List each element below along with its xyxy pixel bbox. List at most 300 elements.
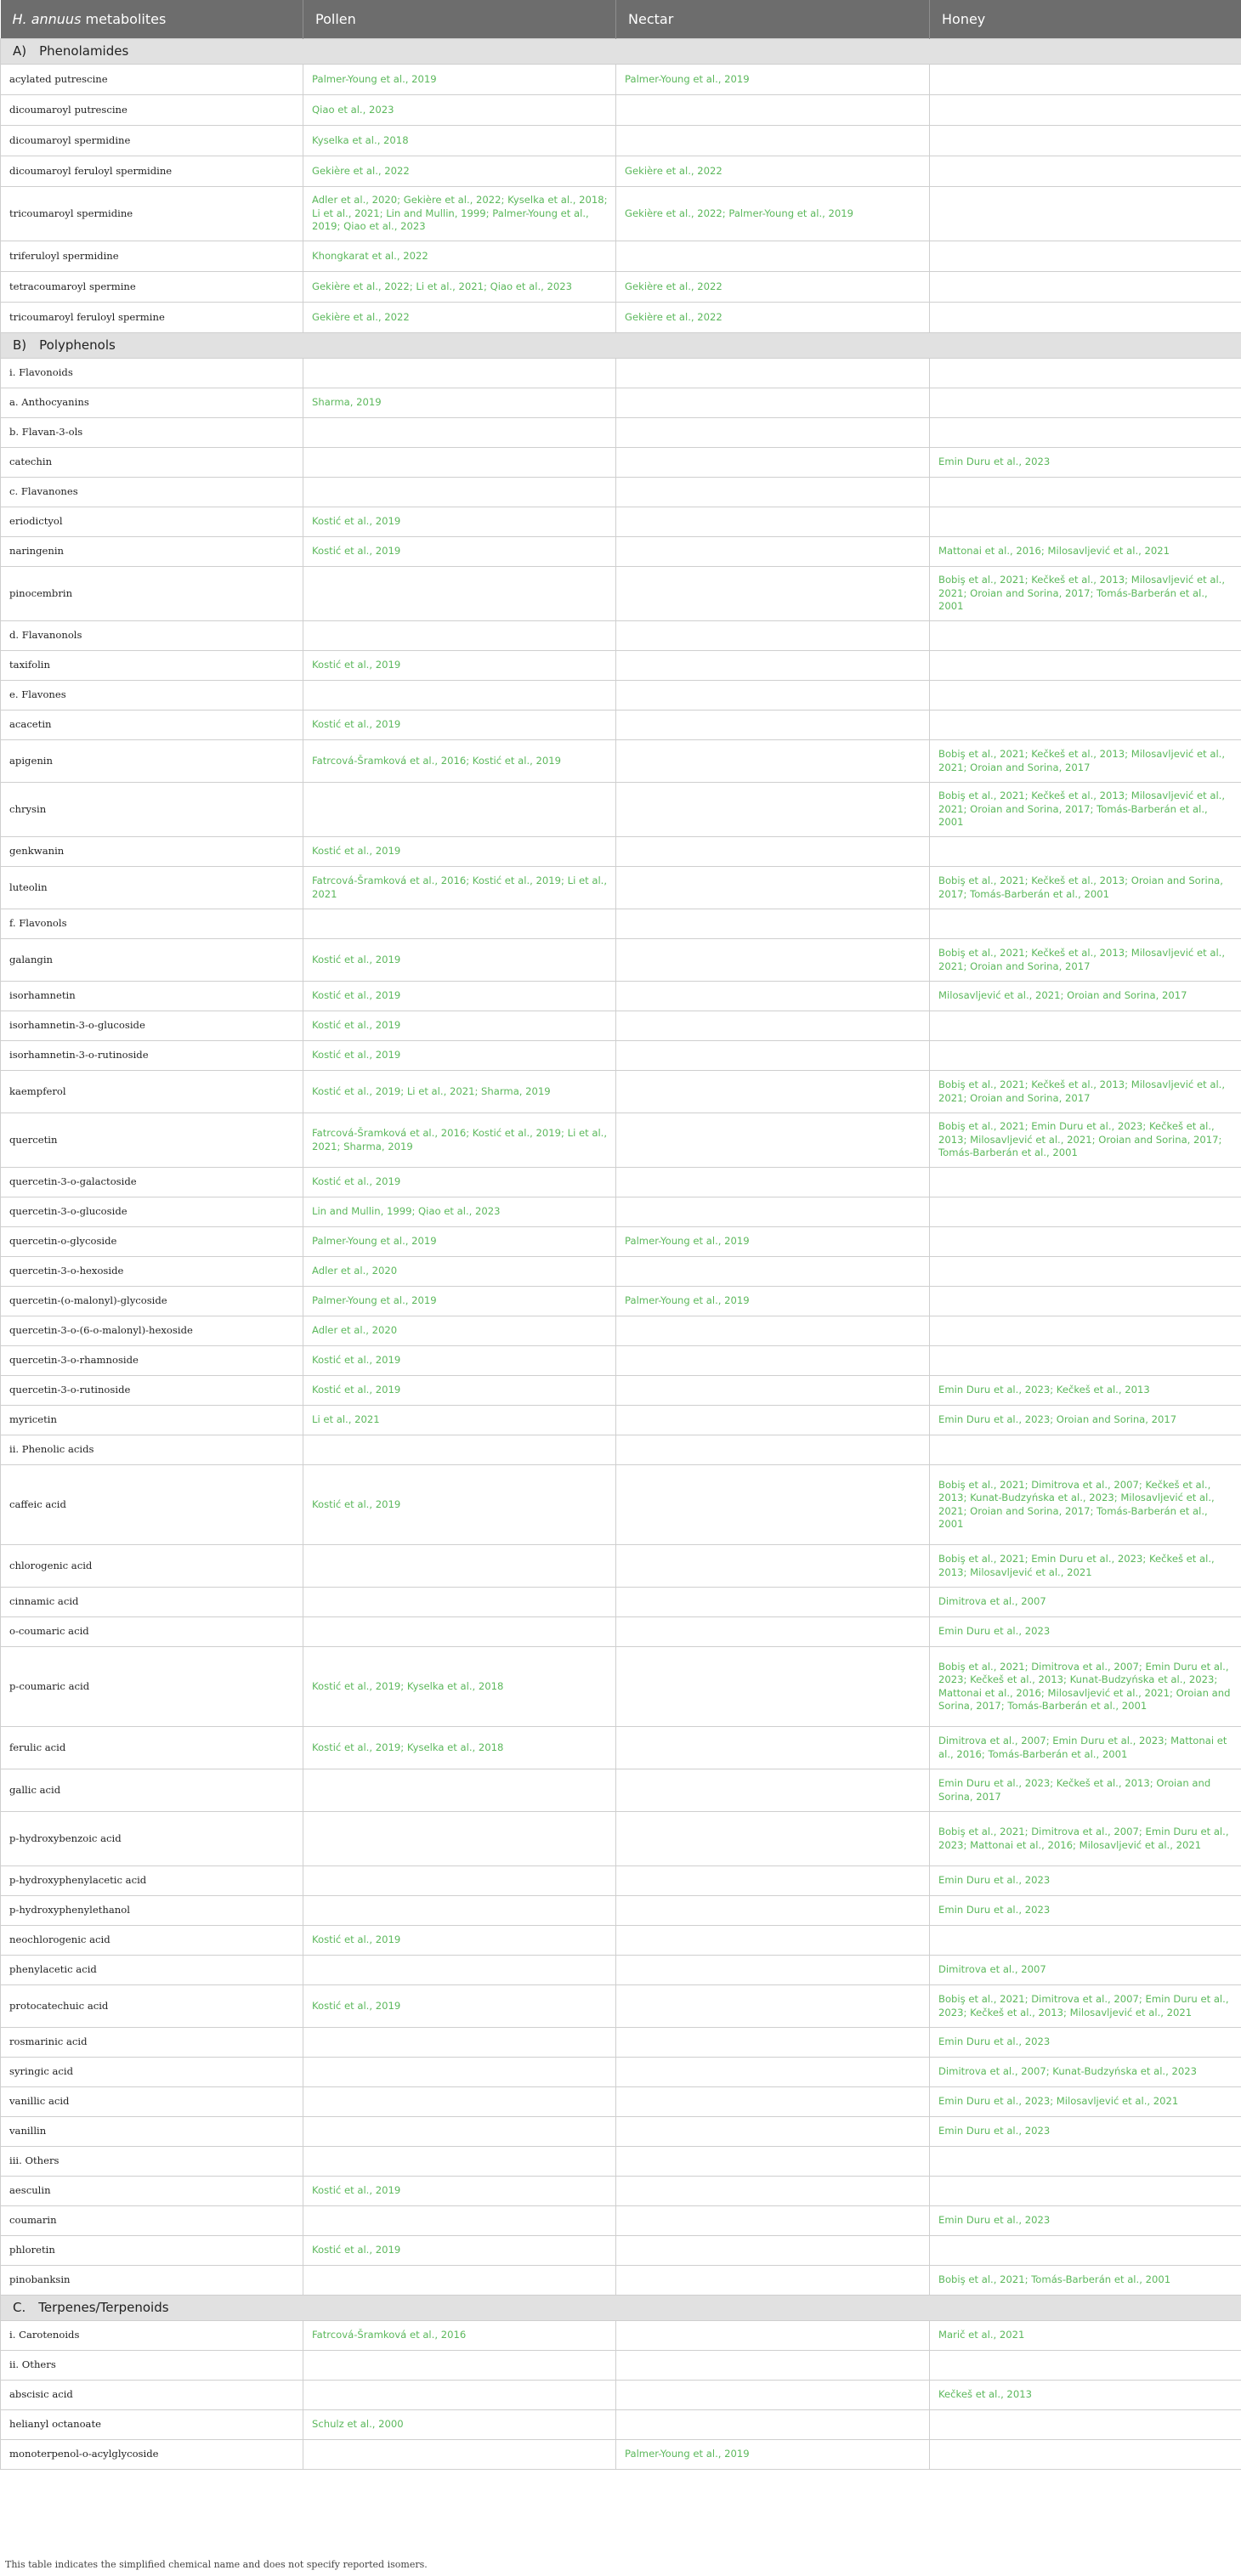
pollen-references: Kostić et al., 2019 [303,1346,616,1376]
metabolite-name: phloretin [1,2236,303,2266]
metabolite-name: tricoumaroyl spermidine [1,187,303,241]
metabolite-name: p-hydroxyphenylethanol [1,1896,303,1926]
pollen-references: Gekière et al., 2022 [303,303,616,333]
nectar-references [616,2028,930,2058]
nectar-references [616,2117,930,2147]
nectar-references [616,621,930,651]
nectar-references [616,1985,930,2028]
nectar-references [616,1926,930,1956]
nectar-references: Gekière et al., 2022 [616,156,930,187]
pollen-references: Kostić et al., 2019 [303,1168,616,1197]
nectar-references [616,681,930,711]
nectar-references [616,2087,930,2117]
metabolite-name: aesculin [1,2177,303,2206]
pollen-references [303,1812,616,1866]
honey-references [930,418,1241,448]
metabolite-name: luteolin [1,867,303,909]
pollen-references [303,1866,616,1896]
table-row [1,1588,1241,1617]
metabolite-name: quercetin-(o-malonyl)-glycoside [1,1287,303,1316]
metabolite-name: p-hydroxybenzoic acid [1,1812,303,1866]
honey-references: Dimitrova et al., 2007 [930,1956,1241,1985]
table-row [1,1866,1241,1896]
honey-references [930,187,1241,241]
header-row [1,0,1241,39]
section-label: A) Phenolamides [1,39,1241,65]
metabolite-name: helianyl octanoate [1,2410,303,2440]
metabolite-name: rosmarinic acid [1,2028,303,2058]
table-row [1,740,1241,783]
pollen-references [303,909,616,939]
metabolite-name: naringenin [1,537,303,567]
metabolite-name: isorhamnetin-3-o-rutinoside [1,1041,303,1071]
nectar-references [616,867,930,909]
nectar-references [616,1465,930,1545]
table-row [1,939,1241,982]
pollen-references: Kostić et al., 2019 [303,1376,616,1406]
nectar-references [616,2058,930,2087]
nectar-references [616,537,930,567]
pollen-references: Gekière et al., 2022; Li et al., 2021; Qiao et al., 2023 [303,272,616,303]
table-row [1,1647,1241,1727]
metabolite-name: kaempferol [1,1071,303,1113]
nectar-references: Palmer-Young et al., 2019 [616,2440,930,2470]
table-row [1,95,1241,126]
pollen-references [303,2381,616,2410]
honey-references [930,2351,1241,2381]
metabolite-name: f. Flavonols [1,909,303,939]
nectar-references [616,939,930,982]
nectar-references [616,1168,930,1197]
nectar-references [616,2236,930,2266]
honey-references: Bobiş et al., 2021; Kečkeš et al., 2013; Milosavljević et al., 2021; Oroian and Sorina, 2017; Tomás-Barberán et al., 2001 [930,567,1241,621]
honey-references: Bobiş et al., 2021; Kečkeš et al., 2013; Milosavljević et al., 2021; Oroian and Sorina, 2017 [930,740,1241,783]
honey-references [930,241,1241,272]
metabolite-name: apigenin [1,740,303,783]
metabolite-name: eriodictyol [1,507,303,537]
honey-references [930,837,1241,867]
honey-references: Bobiş et al., 2021; Dimitrova et al., 2007; Emin Duru et al., 2023; Kečkeš et al., 2013; Kunat-Budzyńska et al., 2023; Mattonai et al., 2016; Milosavljević et al., 2021; Oroian and Sorina, 2017; Tomás-Barberán et al., 2001 [930,1647,1241,1727]
metabolite-name: c. Flavanones [1,478,303,507]
table-row [1,1769,1241,1812]
nectar-references [616,909,930,939]
pollen-references: Gekière et al., 2022 [303,156,616,187]
pollen-references [303,1896,616,1926]
honey-references [930,1168,1241,1197]
pollen-references: Kostić et al., 2019; Kyselka et al., 2018 [303,1727,616,1769]
metabolite-name: pinobanksin [1,2266,303,2296]
table-row [1,1346,1241,1376]
nectar-references [616,1071,930,1113]
metabolite-name: syringic acid [1,2058,303,2087]
honey-references: Bobiş et al., 2021; Dimitrova et al., 2007; Emin Duru et al., 2023; Kečkeš et al., 2013; Milosavljević et al., 2021 [930,1985,1241,2028]
pollen-references: Sharma, 2019 [303,388,616,418]
pollen-references: Kostić et al., 2019 [303,1465,616,1545]
table-row [1,1257,1241,1287]
metabolite-name: quercetin-3-o-galactoside [1,1168,303,1197]
honey-references: Milosavljević et al., 2021; Oroian and Sorina, 2017 [930,982,1241,1011]
honey-references: Bobiş et al., 2021; Kečkeš et al., 2013; Milosavljević et al., 2021; Oroian and Sorina, 2017; Tomás-Barberán et al., 2001 [930,783,1241,837]
honey-references [930,1316,1241,1346]
honey-references [930,65,1241,95]
metabolite-name: vanillic acid [1,2087,303,2117]
pollen-references: Fatrcová-Šramková et al., 2016; Kostić et al., 2019; Li et al., 2021 [303,867,616,909]
header-honey: Honey [930,0,1241,39]
pollen-references: Kostić et al., 2019 [303,982,616,1011]
section-row [1,333,1241,359]
honey-references: Emin Duru et al., 2023; Oroian and Sorina, 2017 [930,1406,1241,1435]
honey-references: Emin Duru et al., 2023 [930,2028,1241,2058]
metabolite-name: caffeic acid [1,1465,303,1545]
table-row [1,2266,1241,2296]
nectar-references [616,1376,930,1406]
nectar-references [616,2381,930,2410]
pollen-references: Adler et al., 2020; Gekière et al., 2022; Kyselka et al., 2018; Li et al., 2021; Lin and Mullin, 1999; Palmer-Young et al., 2019; Qiao et al., 2023 [303,187,616,241]
pollen-references [303,1769,616,1812]
pollen-references [303,418,616,448]
pollen-references [303,567,616,621]
honey-references [930,95,1241,126]
pollen-references [303,621,616,651]
table-row [1,837,1241,867]
nectar-references [616,1545,930,1588]
table-row [1,1041,1241,1071]
pollen-references: Palmer-Young et al., 2019 [303,1227,616,1257]
pollen-references [303,2147,616,2177]
honey-references: Bobiş et al., 2021; Kečkeš et al., 2013; Milosavljević et al., 2021; Oroian and Sorina, 2017 [930,1071,1241,1113]
nectar-references [616,2266,930,2296]
honey-references [930,1041,1241,1071]
pollen-references: Kostić et al., 2019 [303,1041,616,1071]
table-row [1,359,1241,388]
nectar-references [616,1011,930,1041]
pollen-references: Kyselka et al., 2018 [303,126,616,156]
nectar-references [616,1406,930,1435]
table-row [1,2381,1241,2410]
pollen-references [303,1617,616,1647]
metabolite-name: d. Flavanonols [1,621,303,651]
honey-references [930,1011,1241,1041]
table-row [1,1316,1241,1346]
metabolite-name: taxifolin [1,651,303,681]
metabolite-name: quercetin-o-glycoside [1,1227,303,1257]
nectar-references [616,1197,930,1227]
table-row [1,1727,1241,1769]
honey-references: Emin Duru et al., 2023 [930,448,1241,478]
honey-references [930,2147,1241,2177]
nectar-references [616,837,930,867]
table-row [1,1287,1241,1316]
honey-references: Bobiş et al., 2021; Tomás-Barberán et al., 2001 [930,2266,1241,2296]
pollen-references: Qiao et al., 2023 [303,95,616,126]
pollen-references [303,783,616,837]
nectar-references [616,448,930,478]
metabolite-name: acacetin [1,711,303,740]
nectar-references: Palmer-Young et al., 2019 [616,1287,930,1316]
table-row [1,388,1241,418]
table-footnote: This table indicates the simplified chemical name and does not specify reported isomers. [5,2559,428,2570]
pollen-references: Kostić et al., 2019 [303,1011,616,1041]
nectar-references [616,1588,930,1617]
table-row [1,2236,1241,2266]
pollen-references: Adler et al., 2020 [303,1316,616,1346]
nectar-references [616,507,930,537]
table-row [1,1071,1241,1113]
nectar-references [616,1956,930,1985]
nectar-references [616,1896,930,1926]
nectar-references: Gekière et al., 2022 [616,303,930,333]
pollen-references: Kostić et al., 2019 [303,1985,616,2028]
header-metabolites: H. annuus metabolites [1,0,303,39]
honey-references [930,478,1241,507]
honey-references: Mattonai et al., 2016; Milosavljević et al., 2021 [930,537,1241,567]
pollen-references: Kostić et al., 2019 [303,939,616,982]
honey-references [930,621,1241,651]
nectar-references [616,1769,930,1812]
section-row [1,39,1241,65]
pollen-references [303,2117,616,2147]
table-row [1,2058,1241,2087]
pollen-references [303,2440,616,2470]
table-row [1,272,1241,303]
table-row [1,2321,1241,2351]
nectar-references [616,418,930,448]
metabolite-name: tetracoumaroyl spermine [1,272,303,303]
metabolite-name: ferulic acid [1,1727,303,1769]
metabolite-name: catechin [1,448,303,478]
pollen-references [303,1588,616,1617]
table-row [1,448,1241,478]
metabolite-name: dicoumaroyl putrescine [1,95,303,126]
table-row [1,1896,1241,1926]
pollen-references [303,2058,616,2087]
table-row [1,867,1241,909]
nectar-references: Gekière et al., 2022 [616,272,930,303]
honey-references [930,651,1241,681]
metabolite-name: gallic acid [1,1769,303,1812]
honey-references [930,711,1241,740]
table-row [1,982,1241,1011]
honey-references: Dimitrova et al., 2007; Kunat-Budzyńska et al., 2023 [930,2058,1241,2087]
table-row [1,1435,1241,1465]
table-row [1,1812,1241,1866]
table-row [1,1197,1241,1227]
table-row [1,909,1241,939]
nectar-references [616,359,930,388]
metabolite-name: vanillin [1,2117,303,2147]
pollen-references: Schulz et al., 2000 [303,2410,616,2440]
honey-references [930,507,1241,537]
honey-references [930,2177,1241,2206]
section-label: B) Polyphenols [1,333,1241,359]
table-row [1,507,1241,537]
table-row [1,2440,1241,2470]
nectar-references [616,740,930,783]
honey-references [930,272,1241,303]
honey-references: Emin Duru et al., 2023 [930,1896,1241,1926]
nectar-references [616,2177,930,2206]
nectar-references [616,241,930,272]
table-row [1,1406,1241,1435]
metabolite-name: quercetin-3-o-glucoside [1,1197,303,1227]
honey-references [930,1346,1241,1376]
honey-references [930,388,1241,418]
metabolite-name: quercetin-3-o-rhamnoside [1,1346,303,1376]
table-row [1,1956,1241,1985]
pollen-references [303,1435,616,1465]
table-row [1,156,1241,187]
pollen-references: Kostić et al., 2019 [303,537,616,567]
honey-references: Emin Duru et al., 2023; Kečkeš et al., 2013; Oroian and Sorina, 2017 [930,1769,1241,1812]
pollen-references: Fatrcová-Šramková et al., 2016 [303,2321,616,2351]
honey-references: Dimitrova et al., 2007 [930,1588,1241,1617]
honey-references [930,303,1241,333]
table-row [1,1617,1241,1647]
table-row [1,187,1241,241]
table-row [1,126,1241,156]
metabolite-name: coumarin [1,2206,303,2236]
nectar-references [616,1346,930,1376]
nectar-references [616,1647,930,1727]
pollen-references: Kostić et al., 2019 [303,2236,616,2266]
pollen-references: Kostić et al., 2019 [303,711,616,740]
table-row [1,621,1241,651]
pollen-references: Kostić et al., 2019 [303,837,616,867]
honey-references [930,681,1241,711]
metabolite-name: ii. Others [1,2351,303,2381]
pollen-references [303,1545,616,1588]
honey-references [930,1257,1241,1287]
pollen-references: Kostić et al., 2019 [303,2177,616,2206]
nectar-references: Palmer-Young et al., 2019 [616,1227,930,1257]
pollen-references: Kostić et al., 2019 [303,507,616,537]
table-row [1,651,1241,681]
metabolite-name: dicoumaroyl feruloyl spermidine [1,156,303,187]
pollen-references: Kostić et al., 2019 [303,651,616,681]
table-row [1,1011,1241,1041]
metabolite-name: iii. Others [1,2147,303,2177]
table-row [1,303,1241,333]
pollen-references [303,478,616,507]
header-pollen: Pollen [303,0,616,39]
nectar-references [616,95,930,126]
metabolite-name: dicoumaroyl spermidine [1,126,303,156]
metabolite-name: monoterpenol-o-acylglycoside [1,2440,303,2470]
metabolite-name: abscisic acid [1,2381,303,2410]
table-row [1,681,1241,711]
nectar-references [616,1316,930,1346]
honey-references [930,1227,1241,1257]
metabolite-name: i. Flavonoids [1,359,303,388]
table-row [1,2177,1241,2206]
honey-references: Emin Duru et al., 2023 [930,2117,1241,2147]
nectar-references [616,2206,930,2236]
honey-references: Kečkeš et al., 2013 [930,2381,1241,2410]
metabolite-name: tricoumaroyl feruloyl spermine [1,303,303,333]
table-row [1,1376,1241,1406]
table-row [1,1113,1241,1168]
table-row [1,1227,1241,1257]
nectar-references [616,2321,930,2351]
honey-references: Emin Duru et al., 2023; Milosavljević et al., 2021 [930,2087,1241,2117]
pollen-references [303,1956,616,1985]
pollen-references: Palmer-Young et al., 2019 [303,1287,616,1316]
honey-references: Bobiş et al., 2021; Dimitrova et al., 2007; Emin Duru et al., 2023; Mattonai et al., 2016; Milosavljević et al., 2021 [930,1812,1241,1866]
metabolite-name: a. Anthocyanins [1,388,303,418]
metabolite-name: myricetin [1,1406,303,1435]
metabolite-name: quercetin-3-o-(6-o-malonyl)-hexoside [1,1316,303,1346]
nectar-references [616,478,930,507]
nectar-references [616,1435,930,1465]
honey-references: Emin Duru et al., 2023 [930,1617,1241,1647]
honey-references: Emin Duru et al., 2023; Kečkeš et al., 2013 [930,1376,1241,1406]
metabolite-name: galangin [1,939,303,982]
honey-references: Emin Duru et al., 2023 [930,1866,1241,1896]
nectar-references: Palmer-Young et al., 2019 [616,65,930,95]
nectar-references [616,388,930,418]
pollen-references: Adler et al., 2020 [303,1257,616,1287]
table-row [1,711,1241,740]
nectar-references [616,1113,930,1168]
honey-references: Bobiş et al., 2021; Kečkeš et al., 2013; Oroian and Sorina, 2017; Tomás-Barberán et al., 2001 [930,867,1241,909]
metabolite-name: o-coumaric acid [1,1617,303,1647]
honey-references [930,1197,1241,1227]
honey-references: Bobiş et al., 2021; Emin Duru et al., 2023; Kečkeš et al., 2013; Milosavljević et al., 2021 [930,1545,1241,1588]
metabolite-name: p-hydroxyphenylacetic acid [1,1866,303,1896]
table-row [1,65,1241,95]
metabolite-name: pinocembrin [1,567,303,621]
metabolite-name: quercetin-3-o-hexoside [1,1257,303,1287]
metabolite-name: cinnamic acid [1,1588,303,1617]
header-nectar: Nectar [616,0,930,39]
metabolite-name: chrysin [1,783,303,837]
honey-references: Dimitrova et al., 2007; Emin Duru et al., 2023; Mattonai et al., 2016; Tomás-Barberán et al., 2001 [930,1727,1241,1769]
table-row [1,1168,1241,1197]
table-row [1,2028,1241,2058]
pollen-references [303,2087,616,2117]
honey-references [930,1287,1241,1316]
nectar-references [616,982,930,1011]
table-row [1,2117,1241,2147]
pollen-references [303,2206,616,2236]
pollen-references [303,448,616,478]
metabolite-name: b. Flavan-3-ols [1,418,303,448]
metabolite-name: i. Carotenoids [1,2321,303,2351]
pollen-references: Palmer-Young et al., 2019 [303,65,616,95]
nectar-references [616,711,930,740]
metabolite-name: ii. Phenolic acids [1,1435,303,1465]
honey-references [930,2410,1241,2440]
honey-references [930,156,1241,187]
pollen-references [303,359,616,388]
pollen-references: Kostić et al., 2019; Kyselka et al., 2018 [303,1647,616,1727]
section-row [1,2296,1241,2321]
honey-references: Bobiş et al., 2021; Kečkeš et al., 2013; Milosavljević et al., 2021; Oroian and Sorina, 2017 [930,939,1241,982]
honey-references: Marič et al., 2021 [930,2321,1241,2351]
honey-references [930,1926,1241,1956]
pollen-references: Li et al., 2021 [303,1406,616,1435]
metabolite-name: neochlorogenic acid [1,1926,303,1956]
metabolite-name: e. Flavones [1,681,303,711]
metabolite-name: p-coumaric acid [1,1647,303,1727]
pollen-references [303,2028,616,2058]
metabolite-name: quercetin [1,1113,303,1168]
honey-references [930,126,1241,156]
pollen-references [303,2351,616,2381]
nectar-references [616,1727,930,1769]
nectar-references [616,1617,930,1647]
honey-references [930,359,1241,388]
